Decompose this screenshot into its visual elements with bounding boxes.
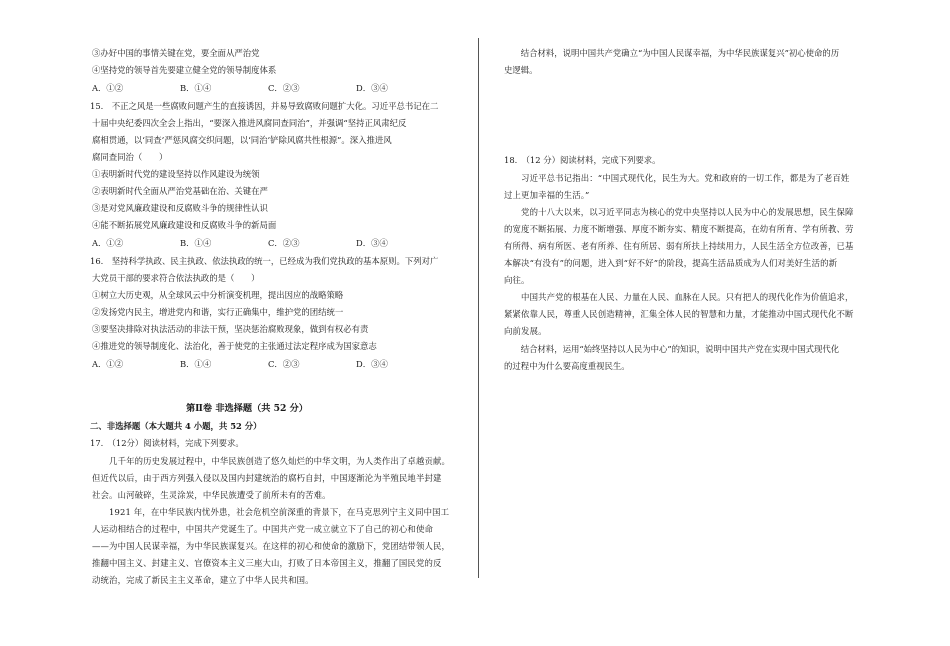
q15-stem-line: 腐同查同治（ ） xyxy=(92,152,168,162)
q18-material-line: 有所得、病有所医、老有所养、住有所居、弱有所扶上持续用力，人民生活全方位改善，已基 xyxy=(504,241,854,251)
q14-item-3: ③办好中国的事情关键在党，要全面从严治党 xyxy=(92,48,260,58)
q18-material-line: 习近平总书记指出：“中国式现代化，民生为大。党和政府的一切工作，都是为了老百姓 xyxy=(504,173,850,183)
q18-material-line: 紧紧依靠人民，尊重人民创造精神，汇集全体人民的智慧和力量，才能推动中国式现代化不断 xyxy=(504,309,854,319)
q18-stem: 18. （12 分）阅读材料，完成下列要求。 xyxy=(504,155,661,165)
q18-material-line: 向往。 xyxy=(504,275,530,285)
q17-material-line: 人运动相结合的过程中，中国共产党诞生了。中国共产党一成立就立下了自己的初心和使命 xyxy=(92,524,433,534)
option-a[interactable]: A．①② xyxy=(92,359,124,369)
q18-task-line: 结合材料，运用“始终坚持以人民为中心”的知识，说明中国共产党在实现中国式现代化 xyxy=(504,344,840,354)
q16-stem-line: 大党员干部的要求符合依法执政的是（ ） xyxy=(92,273,260,283)
option-b[interactable]: B．①④ xyxy=(180,238,212,248)
section-title: 第Ⅱ卷 非选择题（共 52 分） xyxy=(186,403,308,414)
q15-item-2: ②表明新时代全面从严治党基础在治、关键在严 xyxy=(92,186,268,196)
q16-item-4: ④推进党的领导制度化、法治化，善于使党的主张通过法定程序成为国家意志 xyxy=(92,341,377,351)
option-b[interactable]: B．①④ xyxy=(180,83,212,93)
section-subtitle: 二、非选择题（本大题共 4 小题，共 52 分） xyxy=(90,421,262,431)
q15-stem-line: 15. 不正之风是一些腐败问题产生的直接诱因，并易导致腐败问题扩大化。习近平总书记在二 xyxy=(90,101,439,111)
q15-options xyxy=(92,239,444,247)
q17-material-line: ——为中国人民谋幸福，为中华民族谋复兴。在这样的初心和使命的激励下，党团结带领人民， xyxy=(92,541,451,551)
option-d[interactable]: D．③④ xyxy=(356,359,388,369)
q18-material-line: 的宽度不断拓展、力度不断增强、厚度不断夯实、精度不断提高，在幼有所育、学有所教、劳 xyxy=(504,224,854,234)
q16-item-2: ②发扬党内民主，增进党内和谐，实行正确集中，维护党的团结统一 xyxy=(92,307,344,317)
q17-material-line: 几千年的历史发展过程中，中华民族创造了悠久灿烂的中华文明，为人类作出了卓越贡献。 xyxy=(92,456,451,466)
q16-options xyxy=(92,360,444,368)
q16-stem-line: 16. 坚持科学执政、民主执政、依法执政的统一，已经成为我们党执政的基本原则。下列对广 xyxy=(90,256,439,266)
q18-material-line: 向前发展。 xyxy=(504,326,547,336)
q18-material-line: 党的十八大以来，以习近平同志为核心的党中央坚持以人民为中心的发展思想，民生保障 xyxy=(504,207,854,217)
q17-material-line: 推翻中国主义、封建主义、官僚资本主义三座大山，打败了日本帝国主义，推翻了国民党的反 xyxy=(92,558,442,568)
q17-task-line: 史逻辑。 xyxy=(504,65,538,75)
q17-stem: 17. （12分）阅读材料，完成下列要求。 xyxy=(90,438,244,448)
q18-material-line: 中国共产党的根基在人民、力量在人民、血脉在人民。只有把人的现代化作为价值追求， xyxy=(504,292,854,302)
column-divider xyxy=(478,38,479,578)
q18-task-line: 的过程中为什么要高度重视民生。 xyxy=(504,361,630,371)
option-a[interactable]: A．①② xyxy=(92,83,124,93)
option-b[interactable]: B．①④ xyxy=(180,359,212,369)
option-c[interactable]: C．②③ xyxy=(268,83,300,93)
q18-material-line: 过上更加幸福的生活。” xyxy=(504,190,590,200)
q15-stem-line: 十届中央纪委四次全会上指出，“要深入推进风腐同查同治”，并强调“坚持正风肃纪反 xyxy=(92,118,407,128)
q18-material-line: 本解决“有没有”的问题，进入到“好不好”的阶段，提高生活品质成为人们对美好生活的新 xyxy=(504,258,838,268)
option-c[interactable]: C．②③ xyxy=(268,359,300,369)
q17-material-line: 社会。山河破碎，生灵涂炭，中华民族遭受了前所未有的苦难。 xyxy=(92,490,331,500)
q17-material-line: 动统治，完成了新民主主义革命，建立了中华人民共和国。 xyxy=(92,575,314,585)
q14-options xyxy=(92,84,444,92)
q15-item-3: ③是对党风廉政建设和反腐败斗争的规律性认识 xyxy=(92,203,268,213)
q16-item-1: ①树立大历史观，从全球风云中分析演变机理，提出因应的战略策略 xyxy=(92,290,344,300)
option-d[interactable]: D．③④ xyxy=(356,238,388,248)
q17-material-line: 但近代以后，由于西方列强入侵以及国内封建统治的腐朽自封，中国逐渐沦为半殖民地半封建 xyxy=(92,473,442,483)
option-a[interactable]: A．①② xyxy=(92,238,124,248)
option-c[interactable]: C．②③ xyxy=(268,238,300,248)
q17-material-line: 1921 年，在中华民族内忧外患，社会危机空前深重的背景下，在马克思列宁主义同中国工 xyxy=(92,507,450,517)
q17-task-line: 结合材料，说明中国共产党确立“为中国人民谋幸福，为中华民族谋复兴”初心使命的历 xyxy=(504,48,840,58)
q14-item-4: ④坚持党的领导首先要建立健全党的领导制度体系 xyxy=(92,65,277,75)
q15-item-4: ④能不断拓展党风廉政建设和反腐败斗争的新局面 xyxy=(92,220,277,230)
option-d[interactable]: D．③④ xyxy=(356,83,388,93)
q15-stem-line: 腐相贯通，以‘同查’严惩风腐交织问题，以‘同治’铲除风腐共性根源”。深入推进风 xyxy=(92,135,392,145)
q16-item-3: ③要坚决排除对执法活动的非法干预，坚决惩治腐败现象，做到有权必有责 xyxy=(92,324,369,334)
q15-item-1: ①表明新时代党的建设坚持以作风建设为统领 xyxy=(92,169,260,179)
